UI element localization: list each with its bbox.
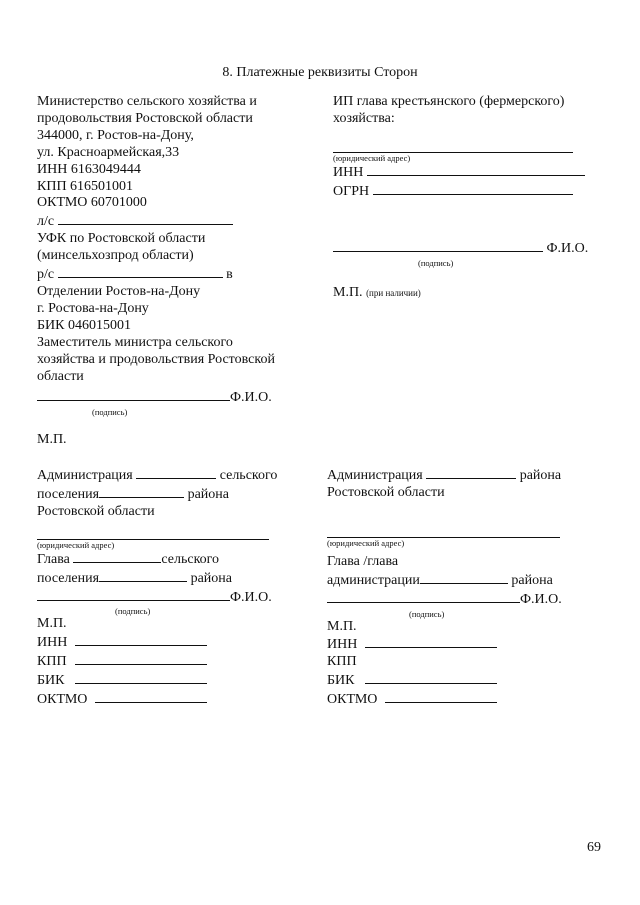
address-caption: (юридический адрес) <box>327 537 405 548</box>
ministry-bik: БИК 046015001 <box>37 317 131 333</box>
ministry-line: продовольствия Ростовской области <box>37 110 253 126</box>
district-oktmo-field[interactable]: ОКТМО <box>327 690 597 709</box>
farmer-address-field[interactable] <box>333 140 573 153</box>
settlement-kpp-field[interactable]: КПП <box>37 652 312 671</box>
ministry-signatory: области <box>37 368 84 384</box>
farmer-mp: М.П. (при наличии) <box>333 284 421 300</box>
district-head-field[interactable]: администрации района <box>327 572 553 588</box>
settlement-inn-field[interactable]: ИНН <box>37 633 312 652</box>
district-signature-field[interactable]: Ф.И.О. <box>327 590 597 609</box>
signature-caption: (подпись) <box>92 407 128 418</box>
address-caption: (юридический адрес) <box>333 152 411 163</box>
settlement-oktmo-field[interactable]: ОКТМО <box>37 690 312 709</box>
ministry-oktmo: ОКТМО 60701000 <box>37 195 147 211</box>
farmer-block <box>333 94 598 301</box>
ministry-line: 344000, г. Ростов-на-Дону, <box>37 127 194 143</box>
address-caption: (юридический адрес) <box>37 539 115 550</box>
ministry-kpp: КПП 616501001 <box>37 178 134 194</box>
district-block <box>327 466 597 709</box>
ministry-ufk: УФК по Ростовской области <box>37 231 206 247</box>
farmer-signature-field[interactable]: Ф.И.О. <box>333 239 598 258</box>
signature-caption: (подпись) <box>115 606 151 617</box>
ministry-ls-field[interactable]: л/с <box>37 212 312 231</box>
ministry-rs-field[interactable]: р/с в <box>37 267 233 283</box>
district-bik-field[interactable]: БИК <box>327 671 597 690</box>
settlement-mp: М.П. <box>37 616 67 632</box>
settlement-block <box>37 466 312 709</box>
ministry-block <box>37 94 312 449</box>
district-line[interactable]: Администрация района <box>327 468 562 483</box>
farmer-ogrn-field[interactable]: ОГРН <box>333 182 598 201</box>
ministry-line: Министерство сельского хозяйства и <box>37 94 257 109</box>
district-head: Глава /глава <box>327 553 399 569</box>
signature-caption: (подпись) <box>418 257 454 268</box>
ministry-signatory: хозяйства и продовольствия Ростовской <box>37 351 275 367</box>
settlement-head-field[interactable]: поселения района <box>37 570 232 586</box>
ministry-signatory: Заместитель министра сельского <box>37 334 233 350</box>
settlement-bik-field[interactable]: БИК <box>37 671 312 690</box>
ministry-bank-city: г. Ростова-на-Дону <box>37 300 149 316</box>
district-mp: М.П. <box>327 618 357 634</box>
district-kpp-field[interactable]: КПП <box>327 654 357 670</box>
signature-caption: (подпись) <box>409 608 445 619</box>
district-inn-field[interactable]: ИНН <box>327 635 597 654</box>
farmer-inn-field[interactable]: ИНН <box>333 163 598 182</box>
settlement-region: Ростовской области <box>37 503 155 519</box>
ministry-bank: Отделении Ростов-на-Дону <box>37 283 201 299</box>
settlement-signature-field[interactable]: Ф.И.О. <box>37 588 312 607</box>
ministry-inn: ИНН 6163049444 <box>37 161 141 177</box>
section-title: 8. Платежные реквизиты Сторон <box>222 65 418 80</box>
settlement-head-field[interactable]: Глава сельского <box>37 551 220 567</box>
district-region: Ростовской области <box>327 484 445 500</box>
ministry-signature-field[interactable]: Ф.И.О. <box>37 388 312 407</box>
farmer-line: хозяйства: <box>333 110 395 126</box>
ministry-ufk-note: (минсельхозпрод области) <box>37 248 194 264</box>
ministry-line: ул. Красноармейская,33 <box>37 144 180 160</box>
farmer-line: ИП глава крестьянского (фермерского) <box>333 94 565 109</box>
settlement-line[interactable]: Администрация сельского <box>37 468 278 483</box>
settlement-address-field[interactable] <box>37 527 269 540</box>
settlement-line[interactable]: поселения района <box>37 486 229 502</box>
page-number: 69 <box>587 840 601 855</box>
district-address-field[interactable] <box>327 525 560 538</box>
ministry-mp: М.П. <box>37 432 67 448</box>
